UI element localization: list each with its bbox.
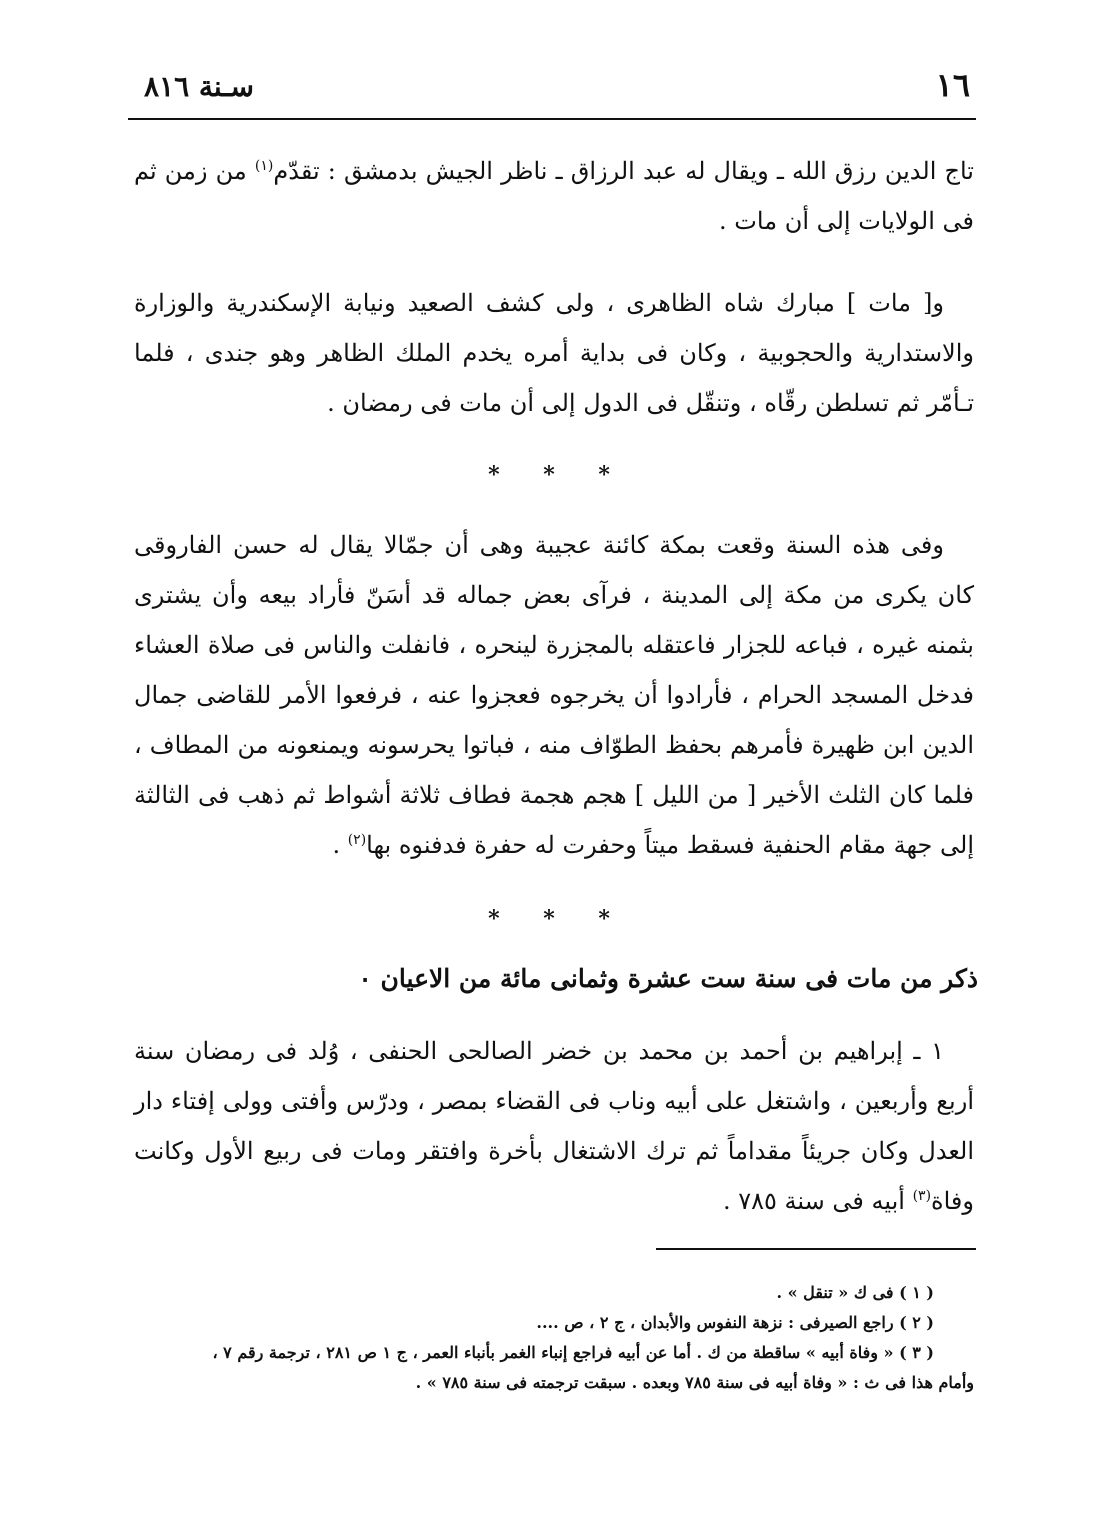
footnote-ref-1[interactable]: (١) (254, 158, 274, 174)
section-separator: * * * (488, 906, 628, 932)
paragraph-text: وفى هذه السنة وقعت بمكة كائنة عجيبة وهى أن جمّالا يقال له حسن الفاروقى كان يكرى من مكة إلى المدينة ، فرآى بعض جماله قد أسَنّ فأراد بيعه وأن يشترى بثمنه غيره ، فباعه للجزار فاعتقله بالمجزرة لينحره ، فانفلت والناس فى صلاة العشاء فدخل المسجد الحرام ، فأرادوا أن يخرجوه فعجزوا عنه ، فرفعوا الأمر للقاضى جمال الدين ابن ظهيرة فأمرهم بحفظ الطوّاف منه ، فباتوا يحرسونه ويمنعونه من المطاف ، فلما كان الثلث الأخير [ من الليل ] هجم هجمة فطاف ثلاثة أشواط ثم ذهب فى الثالثة إلى جهة مقام الحنفية فسقط ميتاً وحفرت له حفرة فدفنوه بها (134, 531, 974, 859)
footnotes (134, 1278, 974, 1398)
biography-entry-1 (134, 1026, 974, 1226)
paragraph-text: و[ مات ] مبارك شاه الظاهرى ، ولى كشف الصعيد ونيابة الإسكندرية والوزارة والاستدارية والحجوبية ، وكان فى بداية أمره يخدم الملك الظاهر وهو جندى ، فلما تـأمّر ثم تسلطن رقّاه ، وتنقّل فى الدول إلى أن مات فى رمضان . (134, 289, 974, 417)
footnote-3: ( ٣ ) « وفاة أبيه » ساقطة من ك . أما عن أبيه فراجع إنباء الغمر بأنباء العمر ، ج ١ ص ٢٨١ ، ترجمة رقم ٧ ، (212, 1343, 934, 1362)
paragraph-text: تاج الدين رزق الله ـ ويقال له عبد الرزاق ـ ناظر الجيش بدمشق : تقدّم (273, 157, 974, 185)
footnote-ref-3[interactable]: (٣) (912, 1188, 932, 1204)
page-number: ١٦ (935, 66, 970, 104)
running-head: سـنة ٨١٦ (144, 70, 254, 103)
paragraph-text-after: . (332, 831, 348, 859)
footnote-ref-2[interactable]: (٢) (347, 832, 367, 848)
footnote-1: ( ١ ) فى ك « تنقل » . (776, 1283, 934, 1302)
section-heading: ذكر من مات فى سنة ست عشرة وثمانى مائة من الاعيان ٠ (358, 964, 978, 993)
footnote-rule (656, 1248, 976, 1250)
paragraph-mubarak-shah (134, 278, 974, 428)
entry-text: ١ ـ إبراهيم بن أحمد بن محمد بن خضر الصالحى الحنفى ، وُلد فى رمضان سنة أربع وأربعين ، واشتغل على أبيه وناب فى القضاء بمصر ، ودرّس وأفتى وولى إفتاء دار العدل وكان جريئاً مقداماً ثم ترك الاشتغال بأخرة وافتقر ومات فى ربيع الأول وكانت وفاة (134, 1037, 974, 1215)
footnote-3-continuation: وأمام هذا فى ث : « وفاة أبيه فى سنة ٧٨٥ وبعده . سبقت ترجمته فى سنة ٧٨٥ » . (415, 1373, 974, 1392)
paragraph-text-after: من زمن ثم فى الولايات إلى أن مات . (134, 157, 974, 235)
entry-text-after: أبيه فى سنة ٧٨٥ . (722, 1187, 913, 1215)
page-header (128, 66, 976, 116)
header-rule (128, 118, 976, 120)
section-separator: * * * (488, 462, 628, 488)
paragraph-mecca-event (134, 520, 974, 870)
footnote-2: ( ٢ ) راجع الصيرفى : نزهة النفوس والأبدان ، ج ٢ ، ص .... (536, 1313, 934, 1332)
paragraph-taj-al-din (134, 146, 974, 246)
